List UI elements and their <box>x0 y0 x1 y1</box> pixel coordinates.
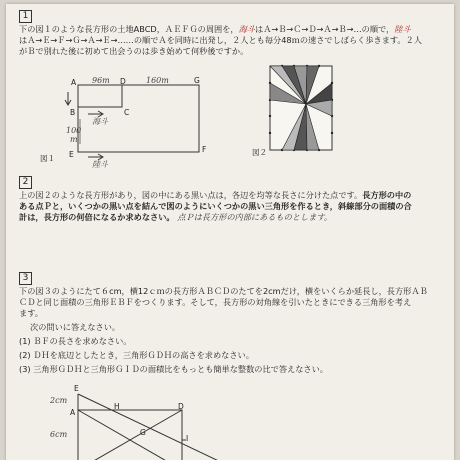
rect-abcd <box>78 410 182 460</box>
problem-1-line-3: がＢで別れた後に初めて出会うのは歩き始めて何秒後ですか。 <box>19 46 249 56</box>
length-dg: 160m <box>146 76 169 85</box>
label-G: G <box>140 428 146 437</box>
problem-2-line-2: ある点Ｐと，いくつかの黒い点を結んで図のようにいくつかの黒い三角形を作るとき，斜線部分の面積の合 <box>19 201 412 211</box>
length-2cm: 2cm <box>50 396 68 405</box>
handwritten-name-2: 陸斗 <box>394 24 411 34</box>
label-G: G <box>194 76 200 85</box>
label-I: I <box>186 434 189 443</box>
problem-3-line-2: ＣＤと同じ面積の三角形ＥＢＦをつくります。そして，長方形の対角線を引いたときにできる三角形を考え <box>19 297 412 307</box>
label-D: D <box>120 77 126 86</box>
walker-name-2: 陸斗 <box>92 160 108 169</box>
length-ae-1: 100 <box>66 126 82 135</box>
question-1: (1) ＢＦの長さを求めなさい。 <box>19 336 132 346</box>
label-F: F <box>202 145 207 154</box>
label-A: A <box>70 408 76 417</box>
problem-1-line-2: はＡ→Ｅ→Ｆ→Ｇ→Ａ→Ｅ→……の順でＡを同時に出発し，２人とも毎分48ｍの速さでしばらく歩きます。２人 <box>19 35 422 45</box>
problem-3-instruction: 次の問いに答えなさい。 <box>30 322 121 332</box>
diagonal-bd <box>78 410 182 460</box>
length-6cm: 6cm <box>50 430 68 439</box>
problem-2-line-3: 計は，長方形の何倍になるか求めなさい。 点Ｐは長方形の内部にあるものとします。 <box>19 212 333 222</box>
length-ad: 96m <box>92 76 110 85</box>
label-C: C <box>124 108 130 117</box>
label-E: E <box>74 384 79 393</box>
question-2: (2) ＤＨを底辺としたとき，三角形ＧＤＨの高さを求めなさい。 <box>19 350 254 360</box>
problem-3-line-1: 下の図３のようにたて６cm，横12ｃｍの長方形ＡＢＣＤのたてを2cmだけ，横をいくらか延長し，長方形ＡＢ <box>19 286 428 296</box>
length-ae-2: m <box>70 135 78 144</box>
question-3: (3) 三角形ＧＤＨと三角形ＧＩＤの面積比をもっとも簡単な整数の比で答えなさい。 <box>19 364 328 374</box>
problem-3-number: 3 <box>19 272 32 285</box>
walker-name-1: 海斗 <box>92 117 108 126</box>
figure-2-caption: 図２ <box>252 148 267 157</box>
diagonal-ac <box>78 410 182 460</box>
problem-1-number: 1 <box>19 10 32 23</box>
label-E: E <box>69 150 74 159</box>
figure-1-caption: 図１ <box>40 154 55 163</box>
label-D: D <box>178 402 184 411</box>
handwritten-note: 点Ｐは長方形の内部にあるものとします。 <box>177 212 333 222</box>
worksheet-page <box>6 4 454 460</box>
label-H: H <box>114 402 120 411</box>
label-B: B <box>70 108 76 117</box>
problem-3-line-3: ます。 <box>19 308 43 318</box>
problem-2-number: 2 <box>19 176 32 189</box>
label-A: A <box>71 78 77 87</box>
problem-1-line-1: 下の図１のような長方形の土地ABCD，ＡＥＦＧの周囲を，海斗はＡ→Ｂ→Ｃ→Ｄ→Ａ→Ｂ→…の順で，陸斗 <box>19 24 411 34</box>
line-ef <box>78 394 246 460</box>
handwritten-name-1: 海斗 <box>238 24 255 34</box>
problem-2-line-1: 上の図２のような長方形があり，図の中にある黒い点は，各辺を均等な長さに分けた点です。長方形の中の <box>19 190 412 200</box>
